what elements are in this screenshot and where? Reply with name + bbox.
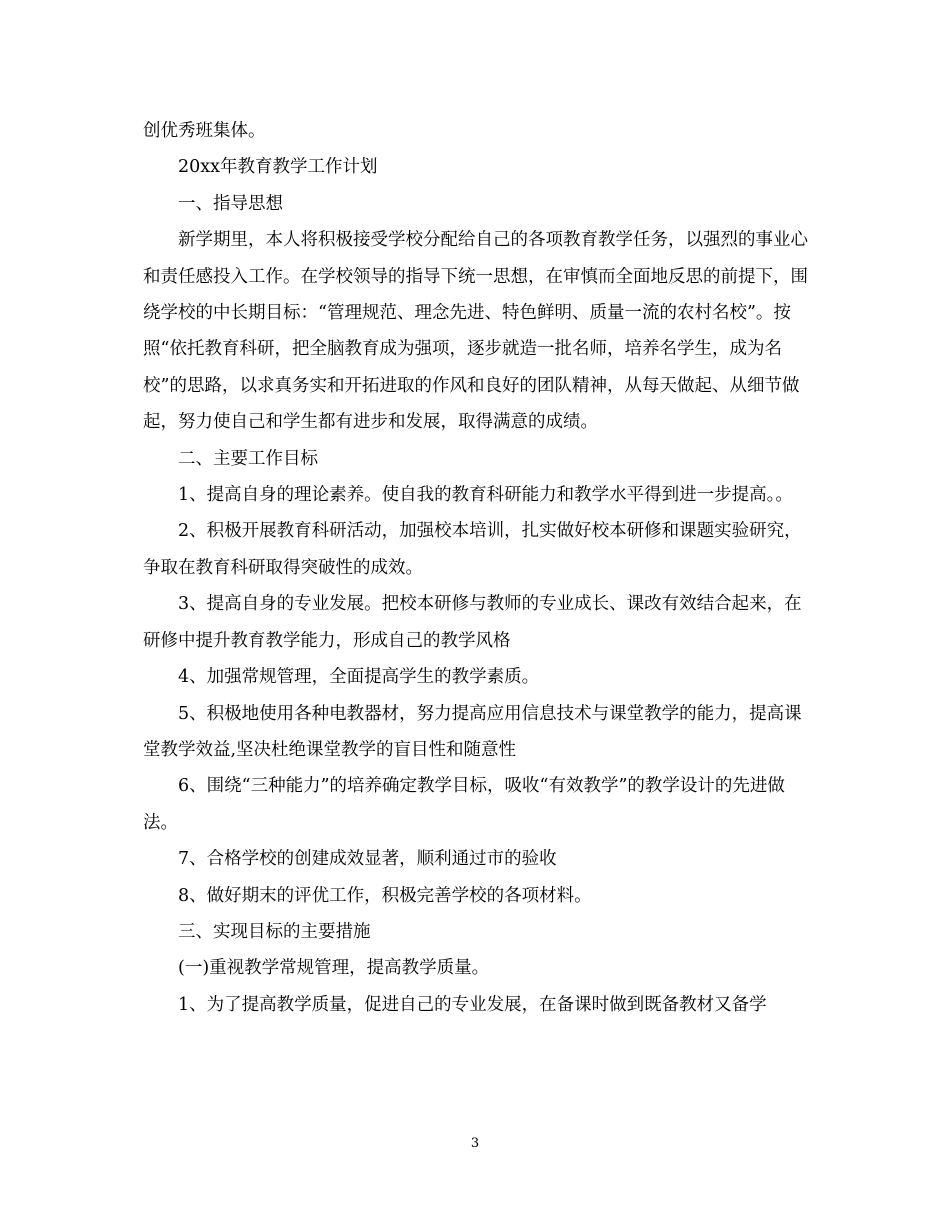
document-title: 20xx年教育教学工作计划	[178, 157, 378, 178]
section-heading-guiding-thought: 一、指导思想	[178, 193, 283, 214]
goal-item-5: 5、积极地使用各种电教器材，努力提高应用信息技术与课堂教学的能力，提高课堂教学效益,坚决杜绝课堂教学的盲目性和随意性	[143, 703, 802, 760]
document-body	[143, 113, 811, 1023]
goal-item-3: 3、提高自身的专业发展。把校本研修与教师的专业成长、课改有效结合起来，在研修中提升教育教学能力，形成自己的教学风格	[143, 594, 802, 651]
paragraph-guiding-thought: 新学期里，本人将积极接受学校分配给自己的各项教育教学任务，以强烈的事业心和责任感投入工作。在学校领导的指导下统一思想，在审慎而全面地反思的前提下，围绕学校的中长期目标：“管理规范、理念先进、特色鲜明、质量一流的农村名校”。按照“依托教育科研，把全脑教育成为强项，逐步就造一批名师，培养名学生，成为名校”的思路，以求真务实和开拓进取的作风和良好的团队精神，从每天做起、从细节做起，努力使自己和学生都有进步和发展，取得满意的成绩。	[143, 230, 808, 433]
section-heading-measures: 三、实现目标的主要措施	[178, 921, 371, 942]
section-heading-main-goals: 二、主要工作目标	[178, 448, 318, 469]
goal-item-1: 1、提高自身的理论素养。使自我的教育科研能力和教学水平得到进一步提高。。	[178, 485, 793, 506]
subsection-heading-routine-management: (一)重视教学常规管理，提高教学质量。	[178, 958, 490, 979]
page-number: 3	[470, 1136, 480, 1151]
paragraph-continuation: 创优秀班集体。	[143, 121, 266, 141]
goal-item-7: 7、合格学校的创建成效显著，顺利通过市的验收	[178, 849, 557, 870]
goal-item-6: 6、围绕“三种能力”的培养确定教学目标，吸收“有效教学”的教学设计的先进做法。	[143, 776, 785, 833]
goal-item-4: 4、加强常规管理，全面提高学生的教学素质。	[178, 667, 540, 688]
measure-item-1: 1、为了提高教学质量，促进自己的专业发展，在备课时做到既备教材又备学	[178, 994, 767, 1015]
goal-item-8: 8、做好期末的评优工作，积极完善学校的各项材料。	[178, 885, 592, 906]
goal-item-2: 2、积极开展教育科研活动，加强校本培训，扎实做好校本研修和课题实验研究，争取在教育科研取得突破性的成效。	[143, 521, 802, 578]
